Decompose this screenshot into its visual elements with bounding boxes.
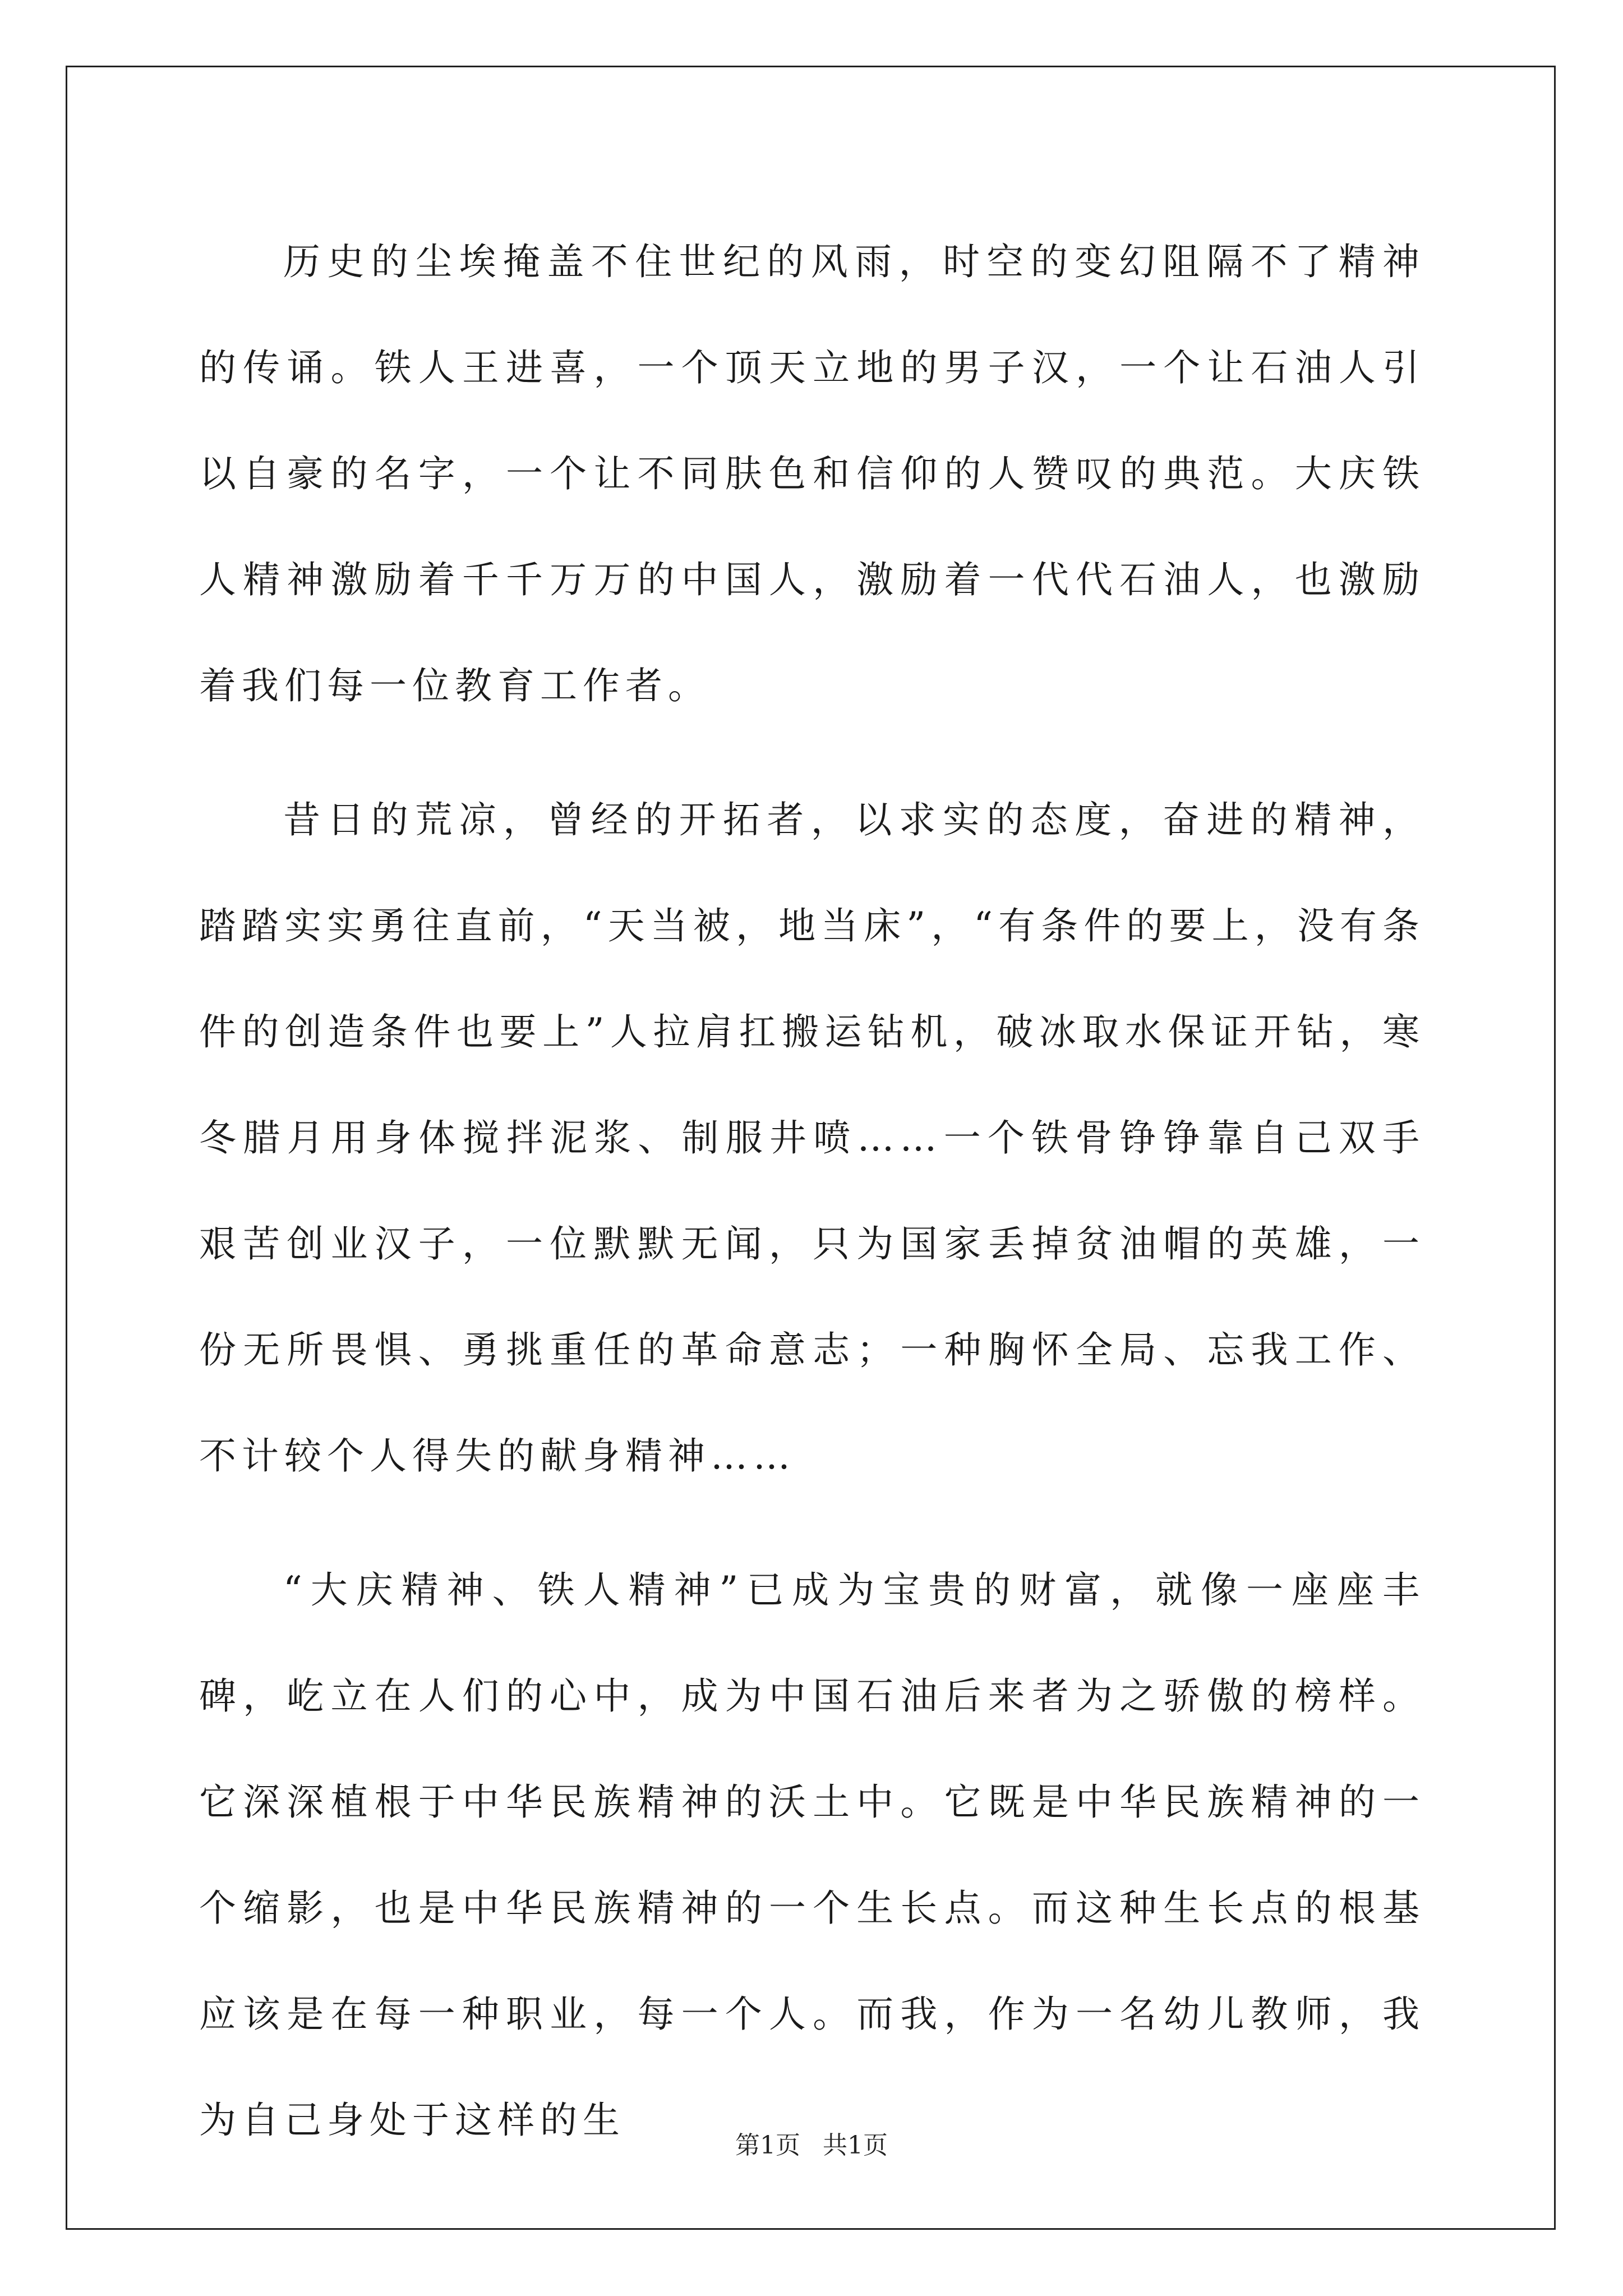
- paragraph-2: 昔日的荒凉，曾经的开拓者，以求实的态度，奋进的精神，踏踏实实勇往直前，“天当被，地当床”，“有条件的要上，没有条件的创造条件也要上”人拉肩扛搬运钻机，破冰取水保证开钻，寒冬腊月用身体搅拌泥浆、制服井喷……一个铁骨铮铮靠自己双手艰苦创业汉子，一位默默无闻，只为国家丢掉贫油帽的英雄，一份无所畏惧、勇挑重任的革命意志；一种胸怀全局、忘我工作、不计较个人得失的献身精神……: [199, 798, 1425, 1478]
- page-number-current: 第1页: [735, 2131, 800, 2160]
- paragraph-3: “大庆精神、铁人精神”已成为宝贵的财富，就像一座座丰碑，屹立在人们的心中，成为中国石油后来者为之骄傲的榜样。它深深植根于中华民族精神的沃土中。它既是中华民族精神的一个缩影，也是中华民族精神的一个生长点。而这种生长点的根基应该是在每一种职业，每一个人。而我，作为一名幼儿教师，我为自己身处于这样的生: [199, 1568, 1425, 2142]
- page-footer: [0, 2129, 1623, 2162]
- paragraph-1: 历史的尘埃掩盖不住世纪的风雨，时空的变幻阻隔不了精神的传诵。铁人王进喜，一个顶天立地的男子汉，一个让石油人引以自豪的名字，一个让不同肤色和信仰的人赞叹的典范。大庆铁人精神激励着千千万万的中国人，激励着一代代石油人，也激励着我们每一位教育工作者。: [199, 240, 1425, 707]
- page-number-total: 共1页: [823, 2131, 888, 2160]
- document-body: [199, 209, 1425, 2201]
